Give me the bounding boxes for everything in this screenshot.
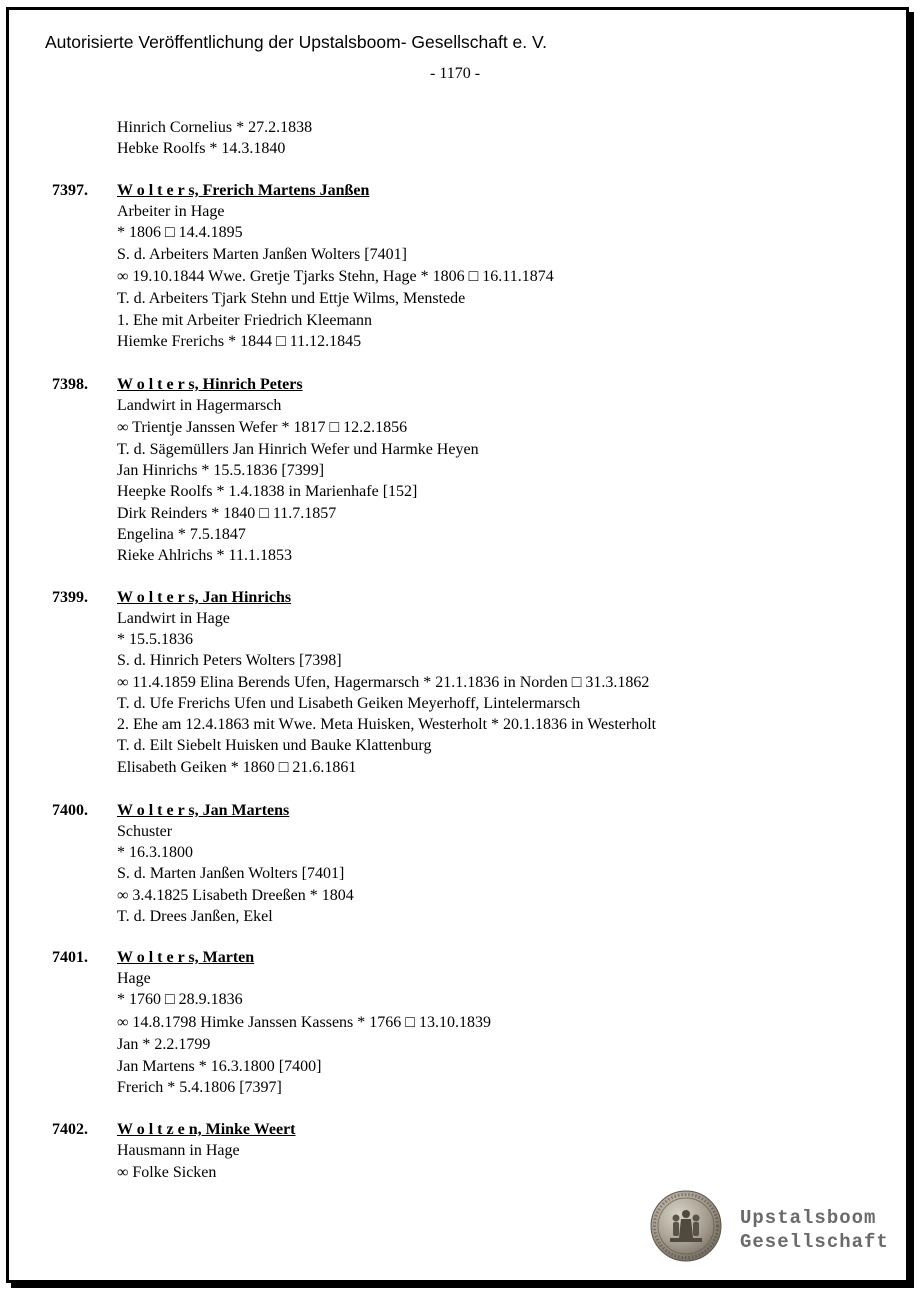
entry-heading: W o l t e r s, Jan Hinrichs xyxy=(117,589,292,606)
entry-line: Hiemke Frerichs * 1844 □ 11.12.1845 xyxy=(117,333,362,350)
entry-heading: W o l t e r s, Frerich Martens Janßen xyxy=(117,182,370,199)
entry-line: Frerich * 5.4.1806 [7397] xyxy=(117,1079,282,1096)
entry-line: * 1806 □ 14.4.1895 xyxy=(117,224,243,241)
entry-line: 1. Ehe mit Arbeiter Friedrich Kleemann xyxy=(117,312,373,329)
entry-line: S. d. Marten Janßen Wolters [7401] xyxy=(117,865,345,882)
entry-line: Jan Hinrichs * 15.5.1836 [7399] xyxy=(117,462,325,479)
intro-line: Hebke Roolfs * 14.3.1840 xyxy=(117,140,286,157)
entry-number: 7401. xyxy=(52,949,88,966)
entry-line: Heepke Roolfs * 1.4.1838 in Marienhafe [152] xyxy=(117,483,418,500)
entry-line: S. d. Arbeiters Marten Janßen Wolters [7401] xyxy=(117,246,407,263)
entry-line: * 1760 □ 28.9.1836 xyxy=(117,991,243,1008)
entry-heading: W o l t e r s, Hinrich Peters xyxy=(117,376,303,393)
intro-line: Hinrich Cornelius * 27.2.1838 xyxy=(117,119,313,136)
entry-line: ∞ 11.4.1859 Elina Berends Ufen, Hagermarsch * 21.1.1836 in Norden □ 31.3.1862 xyxy=(117,674,650,691)
entry-line: Arbeiter in Hage xyxy=(117,203,225,220)
page-number: - 1170 - xyxy=(430,65,481,82)
entry-line: Jan * 2.2.1799 xyxy=(117,1036,211,1053)
entry-number: 7399. xyxy=(52,589,88,606)
entry-line: Rieke Ahlrichs * 11.1.1853 xyxy=(117,547,292,564)
entry-line: Dirk Reinders * 1840 □ 11.7.1857 xyxy=(117,505,337,522)
entry-line: ∞ 14.8.1798 Himke Janssen Kassens * 1766 □ 13.10.1839 xyxy=(117,1014,491,1031)
entry-heading: W o l t e r s, Marten xyxy=(117,949,255,966)
entry-line: Hage xyxy=(117,970,151,987)
entry-line: T. d. Ufe Frerichs Ufen und Lisabeth Geiken Meyerhoff, Lintelermarsch xyxy=(117,695,581,712)
entry-line: Landwirt in Hagermarsch xyxy=(117,397,282,414)
entry-line: Engelina * 7.5.1847 xyxy=(117,526,246,543)
entry-line: Landwirt in Hage xyxy=(117,610,230,627)
entry-number: 7402. xyxy=(52,1121,88,1138)
brand-line-2: Gesellschaft xyxy=(740,1231,889,1253)
entry-line: S. d. Hinrich Peters Wolters [7398] xyxy=(117,652,342,669)
entry-number: 7397. xyxy=(52,182,88,199)
brand-line-1: Upstalsboom xyxy=(740,1207,877,1229)
entry-line: Hausmann in Hage xyxy=(117,1142,240,1159)
entry-line: ∞ 19.10.1844 Wwe. Gretje Tjarks Stehn, Hage * 1806 □ 16.11.1874 xyxy=(117,268,554,285)
entry-line: ∞ 3.4.1825 Lisabeth Dreeßen * 1804 xyxy=(117,887,354,904)
entry-line: * 15.5.1836 xyxy=(117,631,193,648)
entry-line: * 16.3.1800 xyxy=(117,844,193,861)
page-header-title: Autorisierte Veröffentlichung der Upstalsboom- Gesellschaft e. V. xyxy=(45,32,547,52)
seal-icon xyxy=(650,1190,722,1262)
entry-line: T. d. Arbeiters Tjark Stehn und Ettje Wilms, Menstede xyxy=(117,290,466,307)
entry-line: Elisabeth Geiken * 1860 □ 21.6.1861 xyxy=(117,759,357,776)
entry-line: T. d. Eilt Siebelt Huisken und Bauke Klattenburg xyxy=(117,737,432,754)
entry-line: Schuster xyxy=(117,823,173,840)
entry-line: 2. Ehe am 12.4.1863 mit Wwe. Meta Huisken, Westerholt * 20.1.1836 in Westerholt xyxy=(117,716,657,733)
entry-line: T. d. Sägemüllers Jan Hinrich Wefer und Harmke Heyen xyxy=(117,441,479,458)
entry-number: 7398. xyxy=(52,376,88,393)
entry-heading: W o l t e r s, Jan Martens xyxy=(117,802,290,819)
entry-line: Jan Martens * 16.3.1800 [7400] xyxy=(117,1058,322,1075)
entry-line: ∞ Folke Sicken xyxy=(117,1164,217,1181)
entry-heading: W o l t z e n, Minke Weert xyxy=(117,1121,296,1138)
entry-number: 7400. xyxy=(52,802,88,819)
brand-wordmark xyxy=(740,1206,889,1254)
entry-line: T. d. Drees Janßen, Ekel xyxy=(117,908,273,925)
entry-line: ∞ Trientje Janssen Wefer * 1817 □ 12.2.1856 xyxy=(117,419,408,436)
